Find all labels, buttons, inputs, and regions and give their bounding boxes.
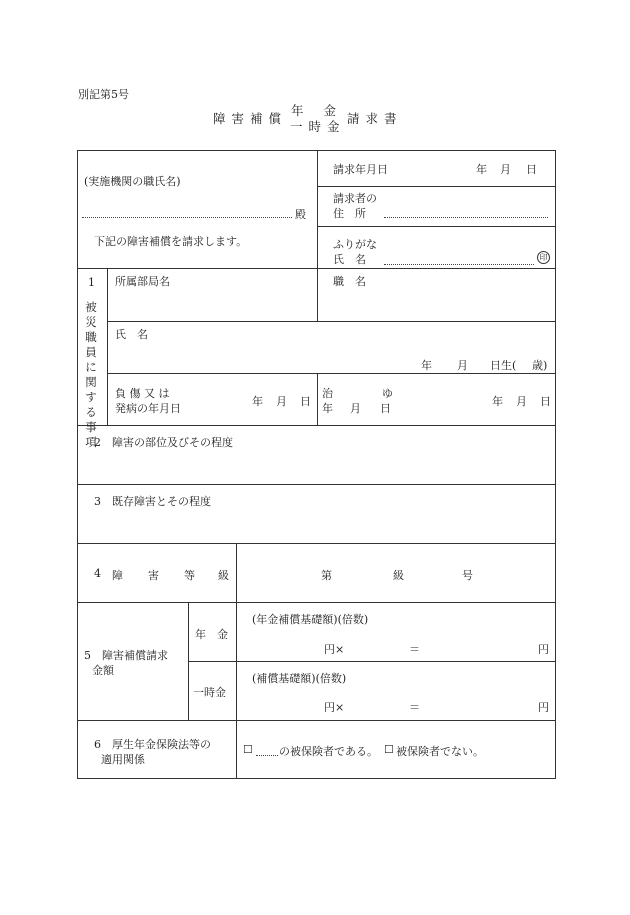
title-option-pension: 年金 [291,103,357,118]
title-suffix: 請求書 [347,111,403,126]
pension-yen-times: 円× [324,643,345,656]
section4-label-char: 害 [148,569,159,582]
claimant-name-input-line[interactable] [384,264,534,265]
divider [77,543,556,544]
recovery-day: 日 [540,395,551,408]
divider [188,602,189,720]
grade-prefix: 第 [321,569,332,582]
lump-formula-header: (補償基礎額)(倍数) [252,672,347,685]
lump-equals: ＝ [409,701,420,714]
divider [317,150,318,268]
checkbox-insured[interactable]: ☐ [243,743,253,756]
request-date-month: 月 [500,163,511,176]
recovery-month: 月 [516,395,527,408]
insured-text: の被保険者である。 [279,745,378,758]
request-statement: 下記の障害補償を請求します。 [94,235,248,248]
divider [107,268,108,425]
injury-day: 日 [300,395,311,408]
position-label: 職 名 [333,275,366,288]
section3-label: 3 既存障害とその程度 [94,495,211,508]
department-label: 所属部局名 [115,275,170,288]
request-date-label: 請求年月日 [333,163,388,176]
divider [107,373,556,374]
request-date-day: 日 [526,163,537,176]
divider [317,268,318,321]
injury-date-label-2: 発病の年月日 [115,402,181,415]
section5-label-2: 金額 [92,664,114,677]
request-date-year: 年 [476,163,487,176]
pension-formula-header: (年金補償基礎額)(倍数) [252,613,369,626]
injury-date-label-1: 負 傷 又 は [115,387,170,400]
not-insured-text: 被保険者でない。 [396,745,484,758]
injury-month: 月 [276,395,287,408]
divider [236,602,237,779]
pension-label: 年 金 [195,628,228,641]
section5-label-1: 5 障害補償請求 [84,649,168,662]
institution-label: (実施機関の職氏名) [84,175,181,188]
lump-sum-label: 一時金 [193,686,226,699]
address-input-line[interactable] [384,217,548,218]
divider [188,661,556,662]
section4-number: 4 [94,567,101,580]
checkbox-not-insured[interactable]: ☐ [384,743,394,756]
address-label-line1: 請求者の [333,192,377,205]
lump-yen: 円 [538,701,549,714]
pension-equals: ＝ [409,643,420,656]
claimant-name-label: 氏 名 [333,253,366,266]
divider [77,484,556,485]
recovery-year: 年 [492,395,503,408]
grade-level: 級 [393,569,404,582]
recovery-label-1b: ゆ [382,387,393,400]
injury-year: 年 [252,395,263,408]
divider [77,720,556,721]
recovery-label-2a: 年 [322,402,333,415]
divider [317,373,318,425]
seal-mark: 印 [537,251,550,264]
section6-label-1: 6 厚生年金保険法等の [94,738,211,751]
divider [236,543,237,602]
grade-item: 号 [462,569,473,582]
birth-month: 月 [457,359,468,372]
section4-label-char: 級 [218,569,229,582]
recovery-label-2c: 日 [380,402,391,415]
birth-day: 日生( [490,359,517,372]
honorific: 殿 [295,208,306,221]
address-label-line2: 住 所 [333,207,366,220]
divider [317,226,556,227]
section2-label: 2 障害の部位及びその程度 [94,436,233,449]
pension-yen: 円 [538,643,549,656]
divider [77,425,556,426]
section4-label-char: 等 [184,569,195,582]
furigana-label: ふりがな [333,238,377,251]
institution-input-line[interactable] [82,217,292,218]
birth-year: 年 [421,359,432,372]
employee-name-label: 氏 名 [115,328,148,341]
section6-label-2: 適用関係 [101,753,145,766]
divider [107,321,556,322]
title-option-lump-sum: 一時金 [290,119,346,134]
recovery-label-1: 治 [322,387,333,400]
recovery-label-2b: 月 [350,402,361,415]
form-number: 別記第5号 [78,88,129,101]
age-suffix: 歳) [532,359,548,372]
section4-label-char: 障 [112,569,123,582]
insurance-type-input-line[interactable] [256,755,278,756]
section1-vertical-label: 被災職員に関する事項 [85,300,97,449]
title-main: 障害補償 [213,111,288,126]
lump-yen-times: 円× [324,701,345,714]
divider [317,186,556,187]
section1-number: 1 [88,276,95,289]
divider [77,602,556,603]
